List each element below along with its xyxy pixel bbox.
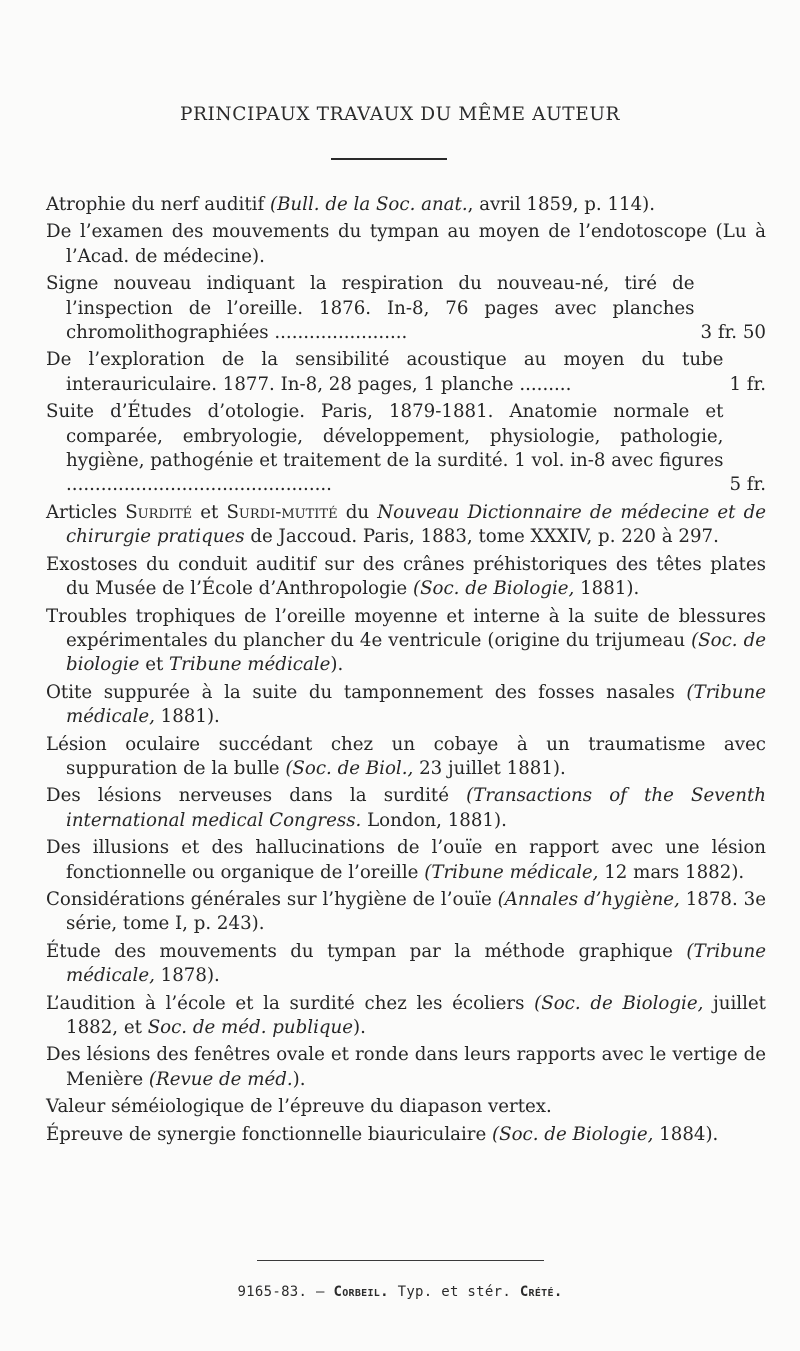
entry-italic-text: (Tribune médicale, [66, 940, 766, 987]
entry-plain-text: London, 1881). [361, 809, 507, 831]
bibliography-entry [46, 220, 766, 269]
entry-plain-text: Atrophie du nerf auditif [46, 194, 270, 215]
entry-smallcaps-text: Surdi-mutité [226, 501, 338, 523]
entry-plain-text: Suite d’Études d’otologie. Paris, 1879-1881. Anatomie normale et comparée, embryologie, développement, physiologie, pathologie, hygiène, pathogénie et traitement de la surdité. 1 vol. in-8 avec figures [46, 401, 724, 472]
entry-price: 3 fr. 50 [700, 322, 766, 344]
entry-text [46, 992, 766, 1041]
entry-text [46, 400, 723, 498]
entry-plain-text: Des lésions des fenêtres ovale et ronde dans leurs rapports avec le vertige de Menière [46, 1044, 766, 1090]
bibliography-entry [46, 553, 766, 602]
entry-text [46, 733, 766, 782]
entry-text [46, 1043, 766, 1092]
entry-italic-text: (Soc. de Biol., [285, 757, 414, 779]
dot-leader: ......... [519, 373, 572, 395]
entry-text [46, 348, 723, 397]
bibliography-entry [46, 992, 766, 1041]
bibliography-entry [46, 1043, 766, 1092]
entry-plain-text: juillet 1882, et [66, 992, 766, 1038]
entry-italic-text: (Soc. de Biologie, [412, 578, 575, 600]
entry-plain-text: Otite suppurée à la suite du tamponnement des fosses nasales [46, 681, 687, 703]
bibliography-entry [46, 193, 766, 217]
bibliography-entry [46, 1123, 766, 1147]
dot-leader: ....................... [274, 322, 408, 344]
entry-italic-text: Nouveau Dictionnaire de médecine et de chirurgie pratiques [66, 501, 766, 548]
bibliography-entry [46, 605, 766, 678]
entry-italic-text: (Tribune médicale, [66, 681, 766, 728]
printer-label: Typ. et stér. [397, 1284, 512, 1300]
bibliography-entry [46, 888, 766, 937]
printer-footer [0, 1284, 800, 1300]
entry-text [46, 1123, 766, 1147]
entry-italic-text: (Soc. de biologie [66, 629, 766, 676]
entry-plain-text: 1881). [154, 706, 220, 728]
entry-italic-text: (Annales d’hygiène, [497, 888, 680, 910]
entry-italic-text: (Transactions of the Seventh international medical Congress. [66, 785, 766, 831]
entry-text [46, 836, 766, 885]
entry-italic-text: (Soc. de Biologie, [492, 1123, 654, 1145]
bibliography-entry [46, 1095, 766, 1119]
bibliography-list [46, 193, 766, 1150]
dot-leader: .............................................. [66, 474, 332, 496]
bibliography-entry [46, 400, 766, 498]
printer-name: Crété. [519, 1284, 563, 1300]
bibliography-entry [46, 836, 766, 885]
entry-italic-text: Tribune médicale [169, 654, 331, 676]
entry-plain-text: de Jaccoud. Paris, 1883, tome XXXIV, p. 220 à 297. [244, 526, 719, 548]
page-title: PRINCIPAUX TRAVAUX DU MÊME AUTEUR [179, 104, 621, 125]
entry-plain-text: 12 mars 1882). [598, 861, 745, 883]
entry-plain-text: 1881). [574, 578, 640, 600]
bibliography-entry [46, 501, 766, 550]
entry-plain-text: 1878. 3e série, tome I, p. 243). [66, 888, 766, 935]
entry-text [46, 553, 766, 602]
entry-text [46, 681, 766, 730]
entry-plain-text: Des illusions et des hallucinations de l’ouïe en rapport avec une lésion fonctionnelle ou organique de l’oreille [46, 837, 766, 883]
entry-text [46, 193, 766, 217]
entry-plain-text: De l’examen des mouvements du tympan au moyen de l’endotoscope (Lu à l’Acad. de médecine). [46, 221, 766, 267]
entry-plain-text: Étude des mouvements du tympan par la méthode graphique [46, 940, 687, 962]
entry-plain-text: 1884). [653, 1123, 719, 1145]
entry-plain-text: ). [353, 1017, 366, 1038]
entry-price: 1 fr. [729, 373, 766, 395]
entry-plain-text: ). [292, 1068, 306, 1090]
entry-plain-text: , avril 1859, p. 114). [467, 194, 656, 215]
entry-plain-text: Considérations générales sur l’hygiène de l’ouïe [46, 888, 498, 910]
entry-italic-text: (Revue de méd. [148, 1068, 293, 1090]
entry-plain-text: De l’exploration de la sensibilité acoustique au moyen du tube interauriculaire. 1877. In-8, 28 pages, 1 planche [46, 349, 724, 395]
bibliography-entry [46, 681, 766, 730]
bibliography-entry [46, 272, 766, 345]
entry-text [46, 888, 766, 937]
entry-plain-text: et [192, 501, 227, 523]
entry-plain-text: Signe nouveau indiquant la respiration du nouveau-né, tiré de l’inspection de l’oreille. 1876. In-8, 76 pages avec planches chromolithographiées [46, 273, 695, 344]
bibliography-entry [46, 784, 766, 833]
entry-plain-text: L’audition à l’école et la surdité chez les écoliers [46, 992, 535, 1014]
bibliography-entry [46, 940, 766, 989]
bibliography-entry [46, 348, 766, 397]
print-code: 9165-83. — [237, 1284, 325, 1300]
title-rule [331, 158, 447, 160]
entry-text [46, 501, 766, 550]
entry-plain-text: Articles [46, 501, 126, 523]
printer-town: Corbeil. [333, 1284, 389, 1300]
entry-plain-text: Exostoses du conduit auditif sur des crânes préhistoriques des têtes plates du Musée de l’École d’Anthropologie [46, 553, 766, 600]
entry-text [46, 940, 766, 989]
entry-text [46, 272, 695, 345]
bibliography-entry [46, 733, 766, 782]
entry-price: 5 fr. [729, 474, 766, 496]
entry-plain-text: Troubles trophiques de l’oreille moyenne et interne à la suite de blessures expérimentales du plancher du 4e ventricule (origine du trijumeau [46, 605, 766, 651]
entry-plain-text: Valeur séméiologique de l’épreuve du diapason vertex. [46, 1096, 552, 1118]
entry-plain-text: 23 juillet 1881). [413, 757, 566, 779]
entry-text [46, 220, 766, 269]
entry-italic-text: (Bull. de la Soc. anat. [269, 194, 468, 215]
entry-text [46, 605, 766, 678]
entry-plain-text: Des lésions nerveuses dans la surdité [46, 785, 467, 807]
footer-rule [257, 1260, 544, 1261]
entry-italic-text: (Tribune médicale, [424, 861, 599, 883]
entry-text [46, 1095, 766, 1119]
entry-plain-text: Épreuve de synergie fonctionnelle biauriculaire [46, 1123, 493, 1145]
entry-plain-text: du [337, 501, 378, 523]
entry-italic-text: Soc. de méd. publique [147, 1017, 354, 1038]
entry-italic-text: (Soc. de Biologie, [534, 992, 704, 1014]
entry-plain-text: 1878). [154, 965, 220, 987]
entry-plain-text: et [139, 654, 170, 676]
entry-plain-text: Lésion oculaire succédant chez un cobaye à un traumatisme avec suppuration de la bulle [46, 733, 766, 779]
entry-plain-text: ). [330, 654, 344, 676]
entry-smallcaps-text: Surdité [125, 501, 193, 523]
entry-text [46, 784, 766, 833]
